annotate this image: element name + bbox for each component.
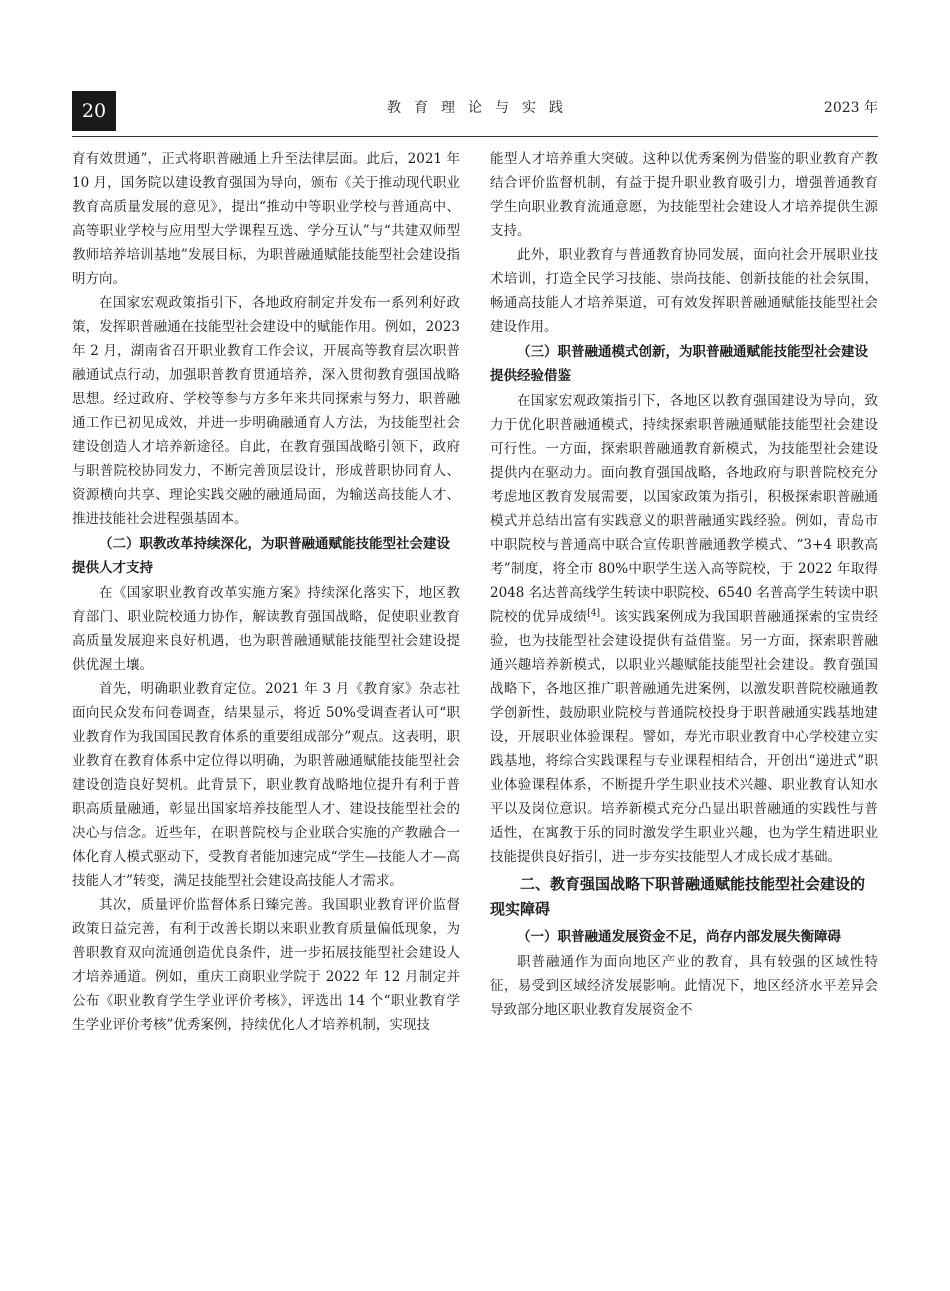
- issue-year: 2023 年: [823, 100, 878, 116]
- running-header: [72, 91, 878, 131]
- paragraph: 职普融通作为面向地区产业的教育，具有较强的区域性特征，易受到区域经济发展影响。此情况下，地区经济水平差异会导致部分地区职业教育发展资金不: [490, 954, 878, 1018]
- citation-ref: [4]: [587, 608, 601, 619]
- paragraph: 其次，质量评价监督体系日臻完善。我国职业教育评价监督政策日益完善，有利于改善长期以来职业教育质量偏低现象，为普职教育双向流通创造优良条件，进一步拓展技能型社会建设人才培养通道。例如，重庆工商职业学院于 2022 年 12 月制定并公布《职业教育学生学业评价考核》，评选出 14 个“职业教育学生学业评价考核”优秀案例，持续优化人才培养机制，实现技: [72, 897, 460, 1033]
- paragraph: [490, 389, 878, 869]
- header-rule: [72, 136, 878, 137]
- paragraph-text: 。该实践案例成为我国职普融通探索的宝贵经验，也为技能型社会建设提供有益借鉴。另一方面，探索职普融通兴趣培养新模式，以职业兴趣赋能技能型社会建设。教育强国战略下，各地区推广职普融通先进案例，以激发职普院校融通教学创新性，鼓励职业院校与普通院校投身于职普融通实践基地建设，开展职业体验课程。譬如，寿光市职业教育中心学校建立实践基地，将综合实践课程与专业课程相结合，开创出“递进式”职业体验课程体系，不断提升学生职业技术兴趣、职业教育认知水平以及岗位意识。培养新模式充分凸显出职普融通的实践性与普适性，在寓教于乐的同时激发学生职业兴趣，也为学生精进职业技能提供良好指引，进一步夯实技能型人才成长成才基础。: [490, 609, 879, 865]
- section-heading: （二）职教改革持续深化，为职普融通赋能技能型社会建设提供人才支持: [72, 536, 450, 576]
- journal-title: 教育理论与实践: [387, 100, 576, 116]
- paragraph: 此外，职业教育与普通教育协同发展，面向社会开展职业技术培训，打造全民学习技能、崇尚技能、创新技能的社会氛围，畅通高技能人才培养渠道，可有效发挥职普融通赋能技能型社会建设作用。: [490, 247, 878, 335]
- chapter-heading: 二、教育强国战略下职普融通赋能技能型社会建设的现实障碍: [490, 875, 866, 918]
- page-number: 20: [72, 91, 116, 131]
- paragraph: 在国家宏观政策指引下，各地政府制定并发布一系列利好政策，发挥职普融通在技能型社会建设中的赋能作用。例如，2023 年 2 月，湖南省召开职业教育工作会议，开展高等教育层次职普融通试点行动，加强职普教育贯通培养，深入贯彻教育强国战略思想。经过政府、学校等参与方多年来共同探索与努力，职普融通工作已初见成效，并进一步明确融通育人方法，为技能型社会建设创造人才培养新途径。自此，在教育强国战略引领下，政府与职普院校协同发力，不断完善顶层设计，形成普职协同育人、资源横向共享、理论实践交融的融通局面，为输送高技能人才、推进技能社会进程强基固本。: [72, 295, 460, 527]
- left-column: [72, 147, 460, 1037]
- section-heading: （一）职普融通发展资金不足，尚存内部发展失衡障碍: [517, 929, 841, 945]
- paragraph: 能型人才培养重大突破。这种以优秀案例为借鉴的职业教育产教结合评价监督机制，有益于提升职业教育吸引力，增强普通教育学生向职业教育流通意愿，为技能型社会建设人才培养提供生源支持。: [490, 151, 878, 239]
- section-heading: （三）职普融通模式创新，为职普融通赋能技能型社会建设提供经验借鉴: [490, 344, 868, 384]
- paragraph: 首先，明确职业教育定位。2021 年 3 月《教育家》杂志社面向民众发布问卷调查，结果显示，将近 50%受调查者认可“职业教育作为我国国民教育体系的重要组成部分”观点。这表明，职业教育在教育体系中定位得以明确，为职普融通赋能技能型社会建设创造良好契机。此背景下，职业教育战略地位提升有利于普职高质量融通，彰显出国家培养技能型人才、建设技能型社会的决心与信念。近些年，在职普院校与企业联合实施的产教融合一体化育人模式驱动下，受教育者能加速完成“学生—技能人才—高技能人才”转变，满足技能型社会建设高技能人才需求。: [72, 681, 460, 889]
- paragraph: 在《国家职业教育改革实施方案》持续深化落实下，地区教育部门、职业院校通力协作，解读教育强国战略，促使职业教育高质量发展迎来良好机遇，也为职普融通赋能技能型社会建设提供优渥土壤。: [72, 585, 460, 673]
- right-column: [490, 147, 878, 1022]
- paragraph-text: 在国家宏观政策指引下，各地区以教育强国建设为导向，致力于优化职普融通模式，持续探索职普融通赋能技能型社会建设可行性。一方面，探索职普融通教育新模式，为技能型社会建设提供内在驱动力。面向教育强国战略，各地政府与职普院校充分考虑地区教育发展需要，以国家政策为指引，积极探索职普融通模式并总结出富有实践意义的职普融通实践经验。例如，青岛市中职院校与普通高中联合宣传职普融通教学模式、“3+4 职教高考”制度，将全市 80%中职学生送入高等院校，于 2022 年取得 2048 名达普高线学生转读中职院校、6540 名普高学生转读中职院校的优异成绩: [490, 393, 878, 625]
- paragraph: 育有效贯通”，正式将职普融通上升至法律层面。此后，2021 年 10 月，国务院以建设教育强国为导向，颁布《关于推动现代职业教育高质量发展的意见》，提出“推动中等职业学校与普通高中、高等职业学校与应用型大学课程互选、学分互认”与“共建双师型教师培养培训基地”发展目标，为职普融通赋能技能型社会建设指明方向。: [72, 151, 460, 287]
